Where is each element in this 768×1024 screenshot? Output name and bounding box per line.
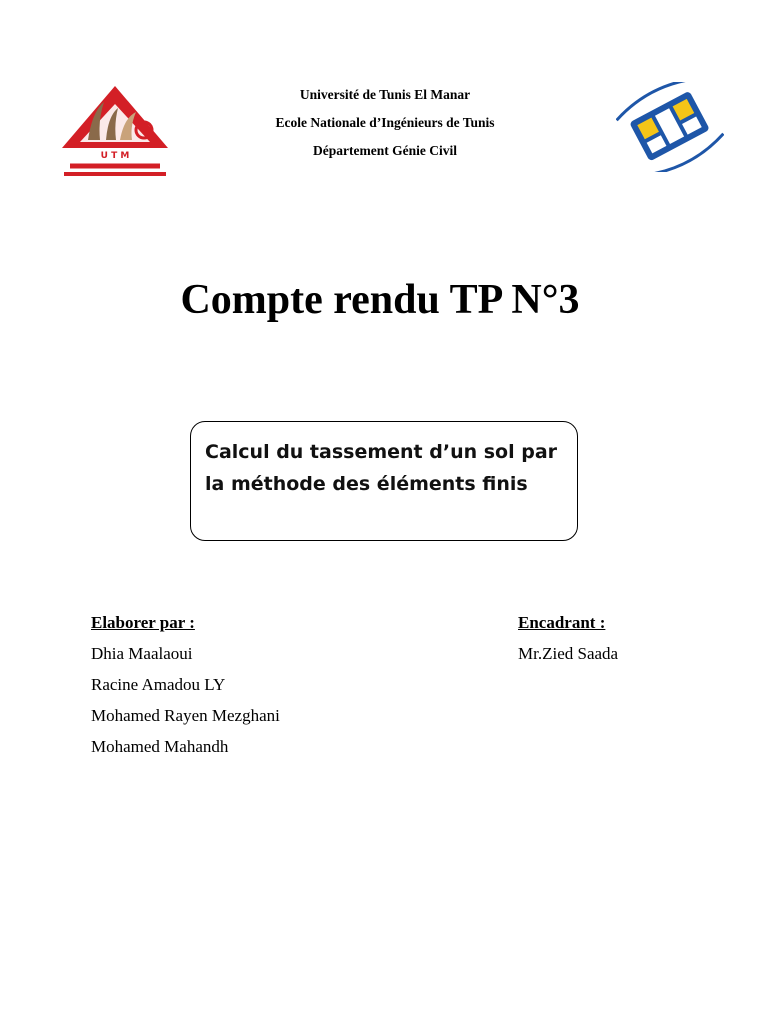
department-name: Département Génie Civil — [313, 143, 457, 158]
author-name: Dhia Maalaoui — [91, 644, 193, 663]
svg-text:U T M: U T M — [100, 151, 130, 161]
supervisor-label: Encadrant : — [518, 613, 606, 632]
enit-logo-icon — [616, 82, 724, 172]
author-name: Mohamed Mahandh — [91, 737, 229, 756]
university-name: Université de Tunis El Manar — [299, 87, 471, 102]
supervisor-section — [518, 608, 618, 669]
supervisor-name: Mr.Zied Saada — [518, 644, 619, 663]
author-name: Racine Amadou LY — [91, 675, 226, 694]
institution-header — [200, 86, 570, 170]
authors-label: Elaborer par : — [91, 613, 195, 632]
author-name: Mohamed Rayen Mezghani — [91, 706, 280, 725]
utm-logo-icon — [58, 82, 172, 178]
school-name: Ecole Nationale d’Ingénieurs de Tunis — [275, 115, 495, 130]
authors-section — [91, 608, 280, 762]
subject-box: Calcul du tassement d’un sol par la méthode des éléments finis — [190, 421, 578, 541]
page-title: Compte rendu TP N°3 — [180, 277, 580, 323]
